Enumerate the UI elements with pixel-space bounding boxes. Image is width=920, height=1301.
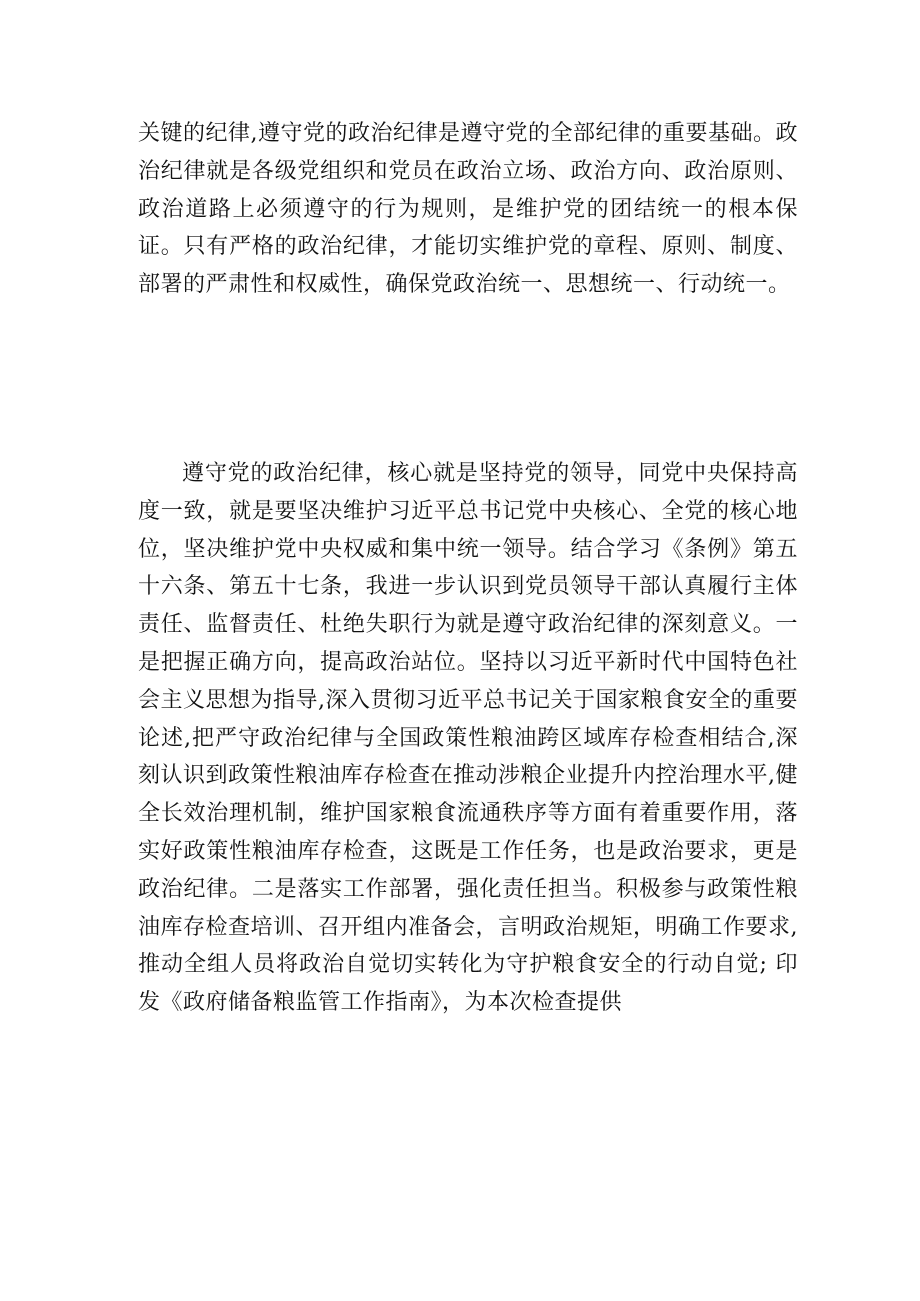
body-paragraph-2: 遵守党的政治纪律，核心就是坚持党的领导，同党中央保持高度一致，就是要坚决维护习近平总书记党中央核心、全党的核心地位，坚决维护党中央权威和集中统一领导。结合学习《条例》第五十六条、第五十七条，我进一步认识到党员领导干部认真履行主体责任、监督责任、杜绝失职行为就是遵守政治纪律的深刻意义。一是把握正确方向，提高政治站位。坚持以习近平新时代中国特色社会主义思想为指导,深入贯彻习近平总书记关于国家粮食安全的重要论述,把严守政治纪律与全国政策性粮油跨区域库存检查相结合,深刻认识到政策性粮油库存检查在推动涉粮企业提升内控治理水平,健全长效治理机制，维护国家粮食流通秩序等方面有着重要作用，落实好政策性粮油库存检查，这既是工作任务，也是政治要求，更是政治纪律。二是落实工作部署，强化责任担当。积极参与政策性粮油库存检查培训、召开组内准备会，言明政治规矩，明确工作要求,推动全组人员将政治自觉切实转化为守护粮食安全的行动自觉; 印发《政府储备粮监管工作指南》，为本次检查提供 [138,461,798,1016]
body-paragraph-1: 关键的纪律,遵守党的政治纪律是遵守党的全部纪律的重要基础。政治纪律就是各级党组织和党员在政治立场、政治方向、政治原则、政治道路上必须遵守的行为规则，是维护党的团结统一的根本保证。只有严格的政治纪律，才能切实维护党的章程、原则、制度、部署的严肃性和权威性，确保党政治统一、思想统一、行动统一。 [138,121,798,298]
